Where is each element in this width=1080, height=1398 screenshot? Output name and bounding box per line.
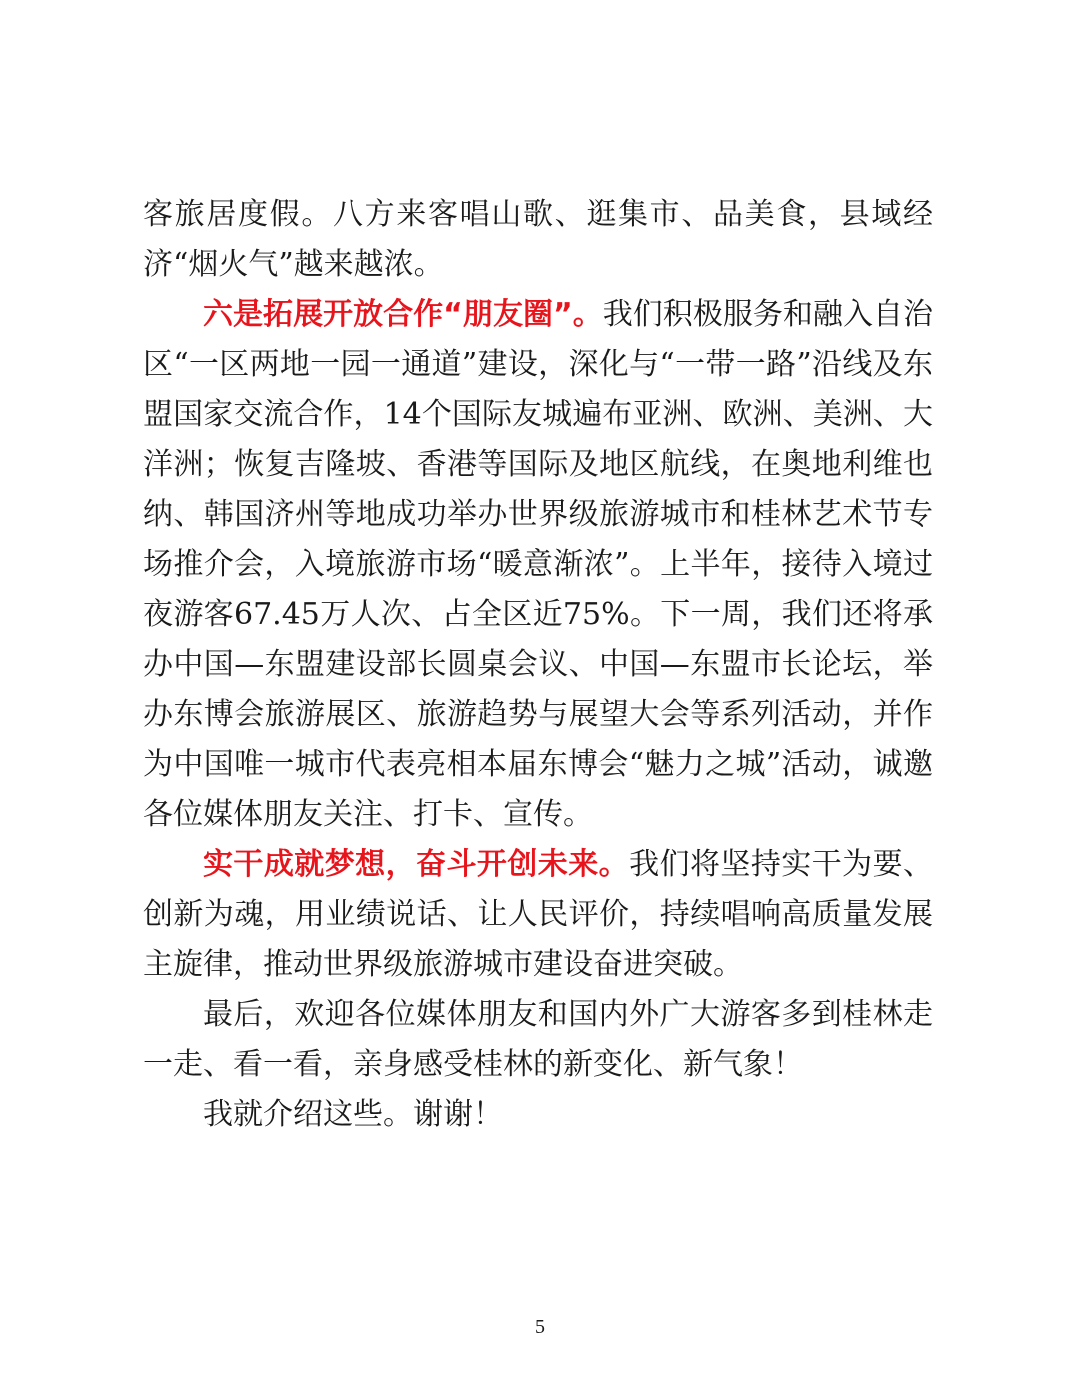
page-number: 5	[535, 1316, 545, 1338]
paragraph-heading: 实干成就梦想，奋斗开创未来。	[203, 847, 630, 882]
paragraph-text: 最后，欢迎各位媒体朋友和国内外广大游客多到桂林走一走、看一看，亲身感受桂林的新变化、新气象！	[143, 997, 933, 1082]
document-body	[143, 190, 933, 1140]
paragraph-text: 客旅居度假。八方来客唱山歌、逛集市、品美食，县域经济“烟火气”越来越浓。	[143, 197, 933, 282]
paragraph-welcome	[143, 990, 933, 1090]
paragraph-closing	[143, 1090, 933, 1140]
paragraph-continuation	[143, 190, 933, 290]
paragraph-conclusion	[143, 840, 933, 990]
paragraph-text: 我们将坚持实干为要、创新为魂，用业绩说话、让人民评价，持续唱响高质量发展主旋律，推动世界级旅游城市建设奋进突破。	[143, 847, 934, 982]
paragraph-text: 我就介绍这些。谢谢！	[203, 1097, 503, 1132]
paragraph-heading: 六是拓展开放合作“朋友圈”。	[203, 297, 603, 332]
paragraph-text: 我们积极服务和融入自治区“一区两地一园一通道”建设，深化与“一带一路”沿线及东盟国家交流合作，14个国际友城遍布亚洲、欧洲、美洲、大洋洲；恢复吉隆坡、香港等国际及地区航线，在奥地利维也纳、韩国济州等地成功举办世界级旅游城市和桂林艺术节专场推介会，入境旅游市场“暖意渐浓”。上半年，接待入境过夜游客67.45万人次、占全区近75%。下一周，我们还将承办中国—东盟建设部长圆桌会议、中国—东盟市长论坛，举办东博会旅游展区、旅游趋势与展望大会等系列活动，并作为中国唯一城市代表亮相本届东博会“魅力之城”活动，诚邀各位媒体朋友关注、打卡、宣传。	[143, 297, 933, 832]
paragraph-opening-cooperation	[143, 290, 933, 840]
